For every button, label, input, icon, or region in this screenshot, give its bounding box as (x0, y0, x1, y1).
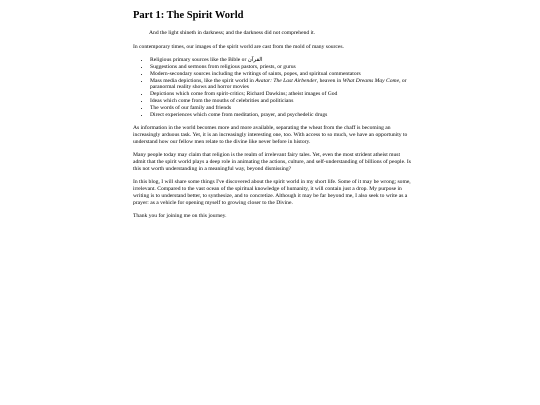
list-item-text: The words of our family and friends (150, 104, 232, 111)
body-paragraph: As information in the world becomes more and more available, separating the wheat from the chaff is becoming an increasingly arduous task. Yet, it is an increasingly interesting one, too. With access to so much, we have an opportunity to understand how our fellow men relate to the divine like never before in history. (133, 125, 408, 145)
list-item-text: Ideas which come from the mouths of celebrities and politicians (150, 98, 294, 105)
list-item (150, 112, 413, 119)
sources-list (133, 57, 413, 119)
list-item (150, 64, 413, 71)
body-paragraph: Many people today may claim that religion is the realm of irrelevant fairy tales. Yet, even the most strident atheist must admit that the spirit world plays a deep role in animating the actions, culture, and self-understanding of billions of people. Is this not worth understanding in a meaningful way, beyond dismissing? (133, 152, 411, 172)
list-item (150, 57, 413, 64)
title-what-dreams-may-come: What Dreams May Come (342, 77, 400, 84)
list-item-text: Depictions which come from spirit-critics; Richard Dawkins; atheist images of God (150, 91, 338, 98)
list-item-text: Modern-secondary sources including the writings of saints, popes, and spiritual commentators (150, 70, 361, 77)
article (133, 9, 413, 226)
title-avatar: Avatar: The Last Airbender (255, 77, 317, 84)
list-item-text: Direct experiences which come from meditation, prayer, and psychedelic drugs (150, 111, 328, 118)
list-item-text: Suggestions and sermons from religious pastors, priests, or gurus (150, 63, 296, 70)
intro-paragraph: In contemporary times, our images of the spirit world are cast from the mold of many sources. (133, 43, 344, 50)
epigraph-quote: And the light shineth in darkness; and the darkness did not comprehend it. (149, 30, 316, 36)
list-item-text: Mass media depictions, like the spirit world in (150, 77, 256, 84)
list-item (150, 105, 413, 112)
list-item-text: , heaven in (316, 77, 343, 84)
body-paragraph: In this blog, I will share some things I've discovered about the spirit world in my short life. Some of it may be wrong; some, irrelevant. Compared to the vast ocean of the spiritual knowledge of humanity, it will contain just a drop. My purpose in writing is to understand better, to synthesize, and to concretize. Although it may be far beyond me, I also seek to write as a prayer: as a vehicle for opening myself to growing closer to the Divine. (133, 178, 411, 206)
list-item (150, 71, 413, 78)
list-item-text: Religious primary sources like the Bible or القرآن (150, 57, 263, 63)
page-title: Part 1: The Spirit World (133, 10, 244, 21)
list-item-text: , or paranormal reality shows and horror movies (150, 77, 407, 91)
closing-paragraph: Thank you for joining me on this journey. (133, 212, 227, 219)
list-item (150, 78, 413, 92)
list-item (150, 98, 413, 105)
